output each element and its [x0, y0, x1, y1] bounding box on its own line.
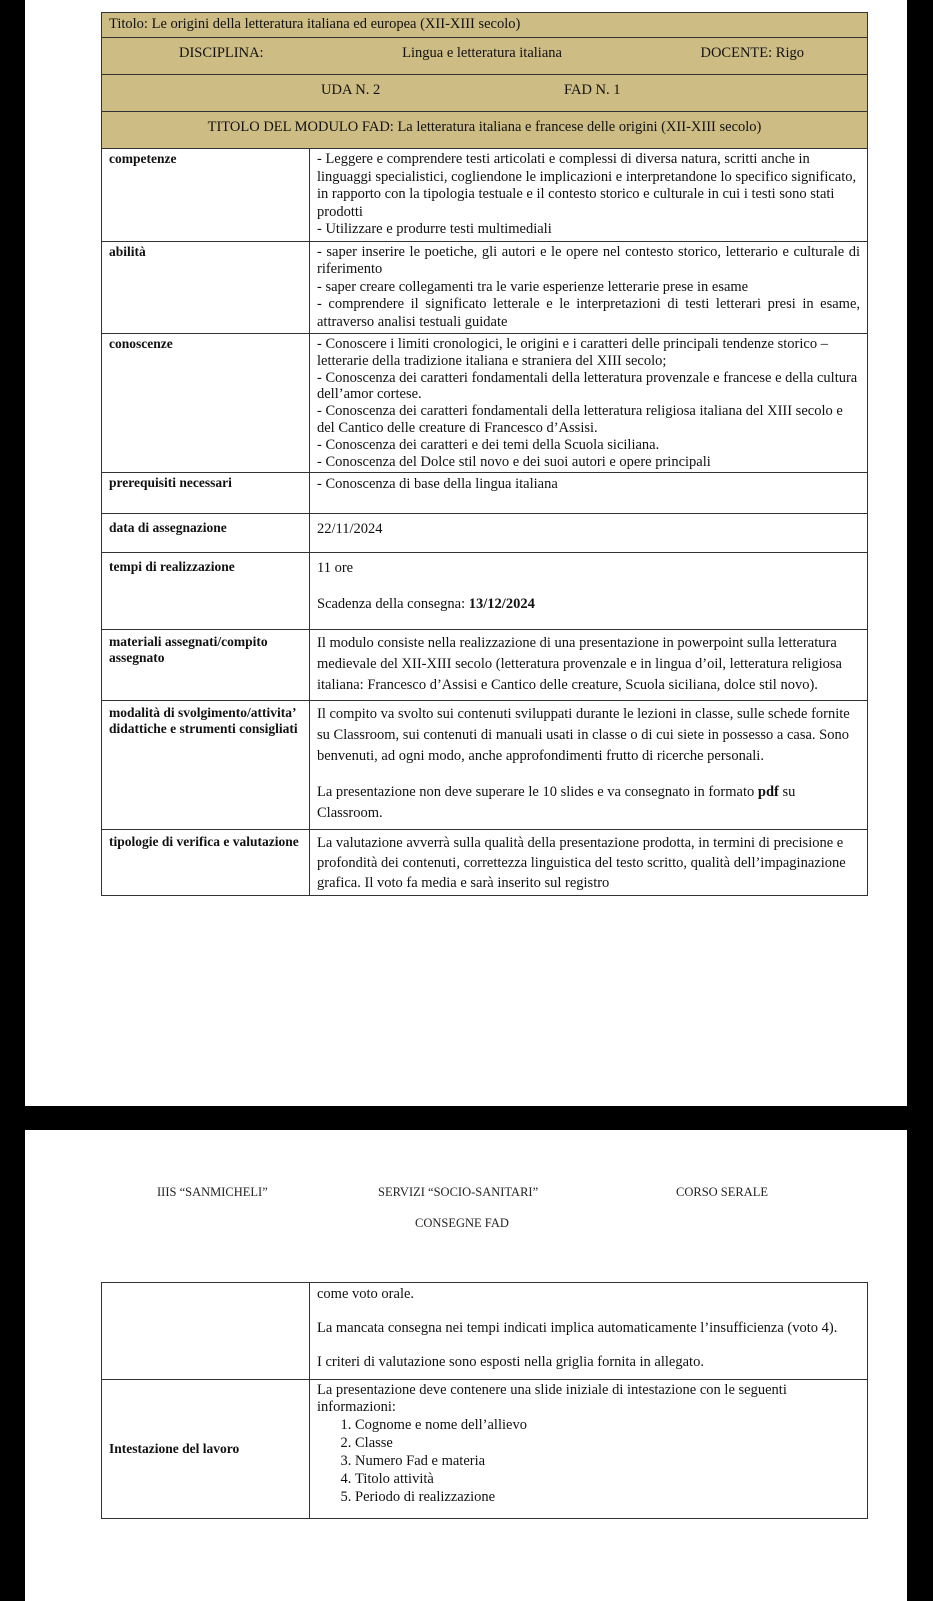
row-valutazione-continued [102, 1283, 868, 1380]
row-intestazione [102, 1380, 868, 1519]
row-abilita [102, 241, 868, 334]
label-abilita: abilità [102, 241, 310, 334]
corso-label: CORSO SERALE [676, 1185, 769, 1199]
scadenza-consegna: Scadenza della consegna: 13/12/2024 [317, 596, 535, 613]
school-name: IIIS “SANMICHELI” [157, 1185, 268, 1199]
label-materiali: materiali assegnati/compito assegnato [102, 630, 310, 701]
uda-number: UDA N. 2 [321, 82, 381, 98]
text-prerequisiti: - Conoscenza di base della lingua italiana [310, 473, 868, 514]
label-prerequisiti: prerequisiti necessari [102, 473, 310, 514]
row-competenze [102, 149, 868, 242]
module-title: TITOLO DEL MODULO FAD: La letteratura italiana e francese delle origini (XII-XIII secolo) [102, 112, 868, 149]
label-modalita: modalità di svolgimento/attivita’ didattiche e strumenti consigliati [102, 701, 310, 830]
label-tipologie: tipologie di verifica e valutazione [102, 830, 310, 896]
disciplina-value: Lingua e letteratura italiana [402, 45, 562, 61]
text-abilita: - saper inserire le poetiche, gli autori e le opere nel contesto storico, letterario e culturale di riferimento - saper creare collegamenti tra le varie esperienze letterarie prese in esame - comprendere il significato letterale e le interpretazioni di testi letterari presi in esame, attraverso analisi testuali guidate [310, 241, 868, 334]
label-competenze: competenze [102, 149, 310, 242]
scadenza-date: 13/12/2024 [468, 596, 535, 613]
list-item: 2. Classe [355, 1434, 860, 1452]
fad-table [101, 12, 868, 896]
label-intestazione: Intestazione del lavoro [102, 1380, 310, 1519]
list-item: 3. Numero Fad e materia [355, 1452, 860, 1470]
label-tempi: tempi di realizzazione [102, 553, 310, 630]
cont-line-3: I criteri di valutazione sono esposti nella griglia fornita in allegato. [317, 1354, 704, 1370]
row-tempi [102, 553, 868, 630]
row-materiali [102, 630, 868, 701]
uda-row [102, 75, 868, 112]
docente: DOCENTE: Rigo [700, 45, 804, 61]
row-conoscenze [102, 334, 868, 473]
label-conoscenze: conoscenze [102, 334, 310, 473]
row-modalita [102, 701, 868, 830]
document-title: Titolo: Le origini della letteratura italiana ed europea (XII-XIII secolo) [102, 13, 868, 38]
servizi-label: SERVIZI “SOCIO-SANITARI” [378, 1185, 539, 1199]
disciplina-label: DISCIPLINA: [179, 45, 264, 61]
tempi-ore: 11 ore [317, 560, 354, 577]
title-row [102, 13, 868, 38]
module-title-row [102, 112, 868, 149]
row-tipologie [102, 830, 868, 896]
document-page-2 [25, 1130, 907, 1601]
text-data-assegnazione: 22/11/2024 [310, 514, 868, 553]
row-data-assegnazione [102, 514, 868, 553]
text-modalita-1: Il compito va svolto sui contenuti sviluppati durante le lezioni in classe, sulle schede fornite su Classroom, sui contenuti di manuali usati in classe o di cui siete in possesso a casa. Sono benvenuti, ad ogni modo, anche approfondimenti frutto di ricerche personali. [317, 706, 850, 765]
cont-line-1: come voto orale. [317, 1286, 415, 1302]
consegne-label: CONSEGNE FAD [415, 1216, 509, 1230]
intestazione-list [317, 1416, 860, 1506]
document-page-1 [25, 0, 907, 1106]
text-conoscenze: - Conoscere i limiti cronologici, le origini e i caratteri delle principali tendenze storico – letterarie della tradizione italiana e straniera del XIII secolo; - Conoscenza dei caratteri fondamentali della letteratura provenzale e francese e della cultura dell’amor cortese. - Conoscenza dei caratteri fondamentali della letteratura religiosa italiana del XIII secolo e del Cantico delle creature di Francesco d’Assisi. - Conoscenza dei caratteri e dei temi della Scuola siciliana. - Conoscenza del Dolce stil novo e dei suoi autori e opere principali [310, 334, 868, 473]
list-item: 1. Cognome e nome dell’allievo [355, 1416, 860, 1434]
intestazione-intro: La presentazione deve contenere una slide iniziale di intestazione con le seguenti informazioni: [317, 1382, 787, 1415]
list-item: 5. Periodo di realizzazione [355, 1488, 860, 1506]
disciplina-row [102, 38, 868, 75]
fad-number: FAD N. 1 [564, 82, 621, 98]
fad-table-continued [101, 1282, 868, 1519]
text-competenze: - Leggere e comprendere testi articolati e complessi di diversa natura, scritti anche in linguaggi specialistici, cogliendone le implicazioni e interpretandone lo specifico significato, in rapporto con la tipologia testuale e il contesto storico e culturale in cui i testi sono stati prodotti - Utilizzare e produrre testi multimediali [310, 149, 868, 242]
list-item: 4. Titolo attività [355, 1470, 860, 1488]
cont-line-2: La mancata consegna nei tempi indicati implica automaticamente l’insufficienza (voto 4). [317, 1320, 838, 1336]
text-modalita-2: La presentazione non deve superare le 10 slides e va consegnato in formato pdf su Classroom. [317, 784, 796, 822]
text-tipologie: La valutazione avverrà sulla qualità della presentazione prodotta, in termini di precisione e profondità dei contenuti, correttezza linguistica del testo scritto, qualità dell’impaginazione grafica. Il voto fa media e sarà inserito sul registro [310, 830, 868, 896]
row-prerequisiti [102, 473, 868, 514]
text-materiali: Il modulo consiste nella realizzazione di una presentazione in powerpoint sulla letteratura medievale del XII-XIII secolo (letteratura provenzale e in lingua d’oil, letteratura religiosa italiana: Francesco d’Assisi e Cantico delle creature, Scuola siciliana, dolce stil novo). [310, 630, 868, 701]
label-data-assegnazione: data di assegnazione [102, 514, 310, 553]
